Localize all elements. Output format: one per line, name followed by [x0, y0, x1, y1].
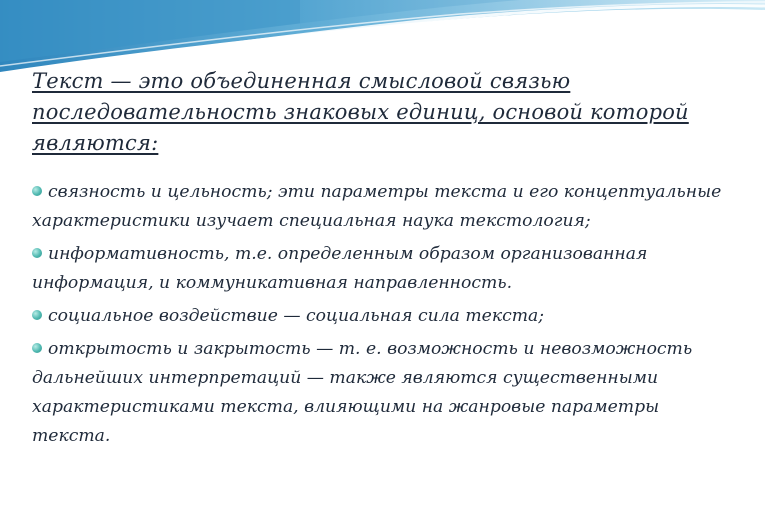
bullet-icon [32, 248, 42, 258]
bullet-icon [32, 343, 42, 353]
list-item [32, 302, 722, 331]
slide-title: Текст — это объединенная смысловой связью последовательность знаковых единиц, основой которой являются: [32, 69, 689, 155]
list-item [32, 335, 722, 451]
list-item-text: социальное воздействие — социальная сила текста; [48, 306, 545, 326]
bullet-list [32, 178, 722, 455]
list-item [32, 240, 722, 298]
list-item [32, 178, 722, 236]
bullet-icon [32, 310, 42, 320]
list-item-text: информативность, т.е. определенным образом организованная информация, и коммуникативная направленность. [32, 244, 648, 293]
list-item-text: открытость и закрытость — т. е. возможность и невозможность дальнейших интерпретаций — также являются существенными характеристиками текста, влияющими на жанровые параметры текста. [32, 339, 693, 446]
bullet-icon [32, 186, 42, 196]
list-item-text: связность и цельность; эти параметры текста и его концептуальные характеристики изучает специальная наука текстология; [32, 182, 722, 231]
